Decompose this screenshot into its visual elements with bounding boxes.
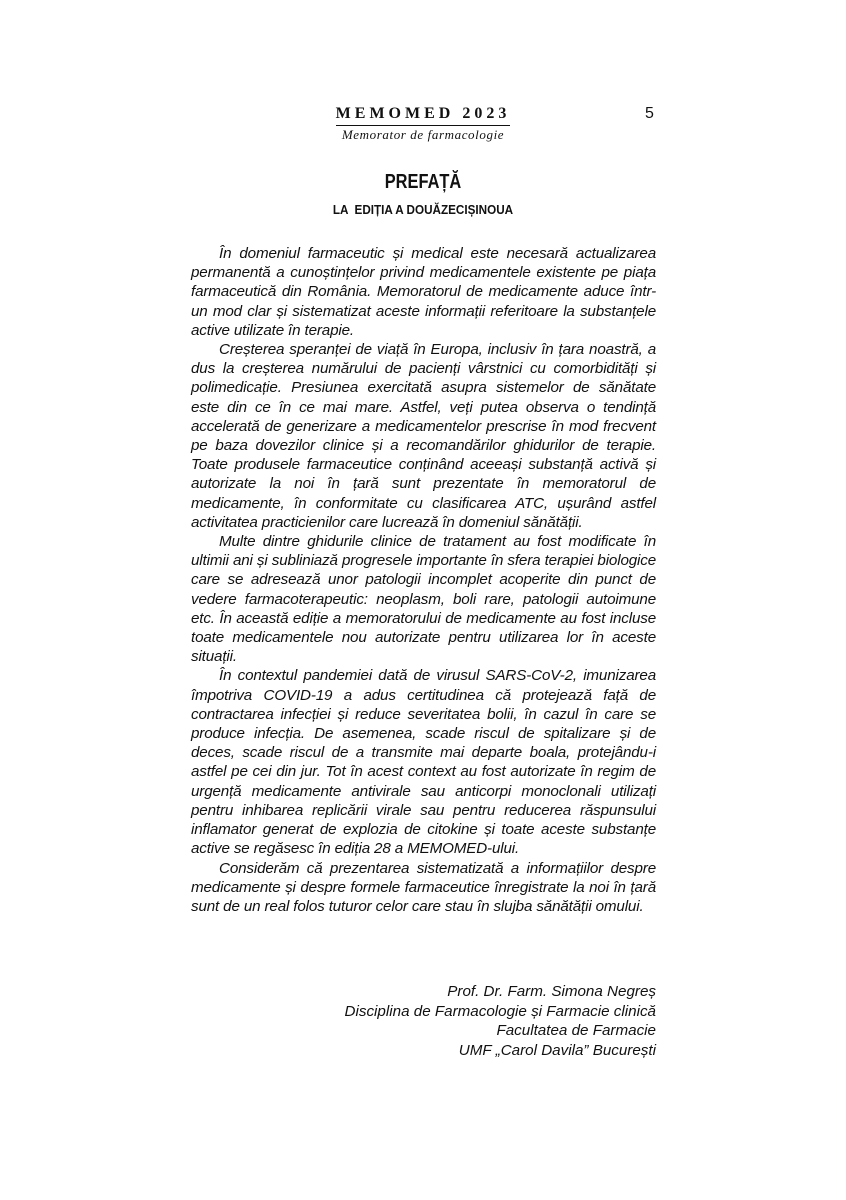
paragraph: Multe dintre ghidurile clinice de tratament au fost modificate în ultimii ani și subliniază progresele importante în sfera terapiei biologice care se adresează unor patologii incomplet acoperite din punct de vedere farmacoterapeutic: neoplasm, boli rare, patologii autoimune etc. În această ediție a memoratorului de medicamente au fost incluse toate medicamentele nou autorizate pentru utilizarea lor în aceste situații. xyxy=(191,533,656,666)
paragraph: În domeniul farmaceutic și medical este necesară actualizarea permanentă a cunoștințelor privind medicamentele existente pe piața farmaceutică din România. Memoratorul de medicamente aduce într-un mod clar și sistematizat aceste informații referitoare la substanțele active utilizate în terapie. xyxy=(191,245,656,339)
running-header xyxy=(318,104,528,143)
signature-discipline: Disciplina de Farmacologie și Farmacie clinică xyxy=(344,1002,656,1020)
book-subtitle: Memorator de farmacologie xyxy=(341,127,505,142)
paragraph: Creșterea speranței de viață în Europa, inclusiv în țara noastră, a dus la creșterea numărului de pacienți vârstnici cu comorbidități și polimedicație. Presiunea exercitată asupra sistemelor de sănătate este din ce în ce mai mare. Astfel, veți putea observa o tendință accelerată de generizare a medicamentelor prescrise în mod frecvent pe baza dovezilor clinice și a recomandărilor ghidurilor de terapie. Toate produsele farmaceutice conținând aceeași substanță activă și autorizate la noi în țară sunt prezentate în memoratorul de medicamente, în conformitate cu clasificarea ATC, ușurând astfel activitatea practicienilor care lucrează în domeniul sănătății. xyxy=(191,341,656,531)
signature-block xyxy=(256,982,656,1060)
book-title: MEMOMED 2023 xyxy=(336,104,511,126)
paragraph: Considerăm că prezentarea sistematizată a informațiilor despre medicamente și despre formele farmaceutice înregistrate la noi în țară sunt de un real folos tuturor celor care stau în slujba sănătății omului. xyxy=(191,859,656,915)
preface-body xyxy=(191,244,656,916)
paragraph: În contextul pandemiei dată de virusul SARS-CoV-2, imunizarea împotriva COVID-19 a adus certitudinea că protejează față de contractarea infecției și reduce severitatea bolii, în cazul în care se produce infecția. De asemenea, scade riscul de spitalizare și de deces, scade riscul de a transmite mai departe boala, protejându-i astfel pe cei din jur. Tot în acest context au fost autorizate în regim de urgență medicamente antivirale sau anticorpi monoclonali utilizați pentru inhibarea replicării virale sau pentru reducerea răspunsului inflamator generat de explozia de citokine și toate aceste substanțe active se regăsesc în ediția 28 a MEMOMED-ului. xyxy=(191,667,656,858)
signature-faculty: Facultatea de Farmacie xyxy=(496,1022,656,1039)
page-number: 5 xyxy=(645,105,654,122)
preface-title: PREFAȚĂ xyxy=(384,171,462,193)
signature-author: Prof. Dr. Farm. Simona Negreș xyxy=(447,983,656,1000)
signature-university: UMF „Carol Davila” București xyxy=(458,1041,656,1059)
preface-subtitle: LA EDIȚIA A DOUĂZECIȘINOUA xyxy=(332,202,514,217)
